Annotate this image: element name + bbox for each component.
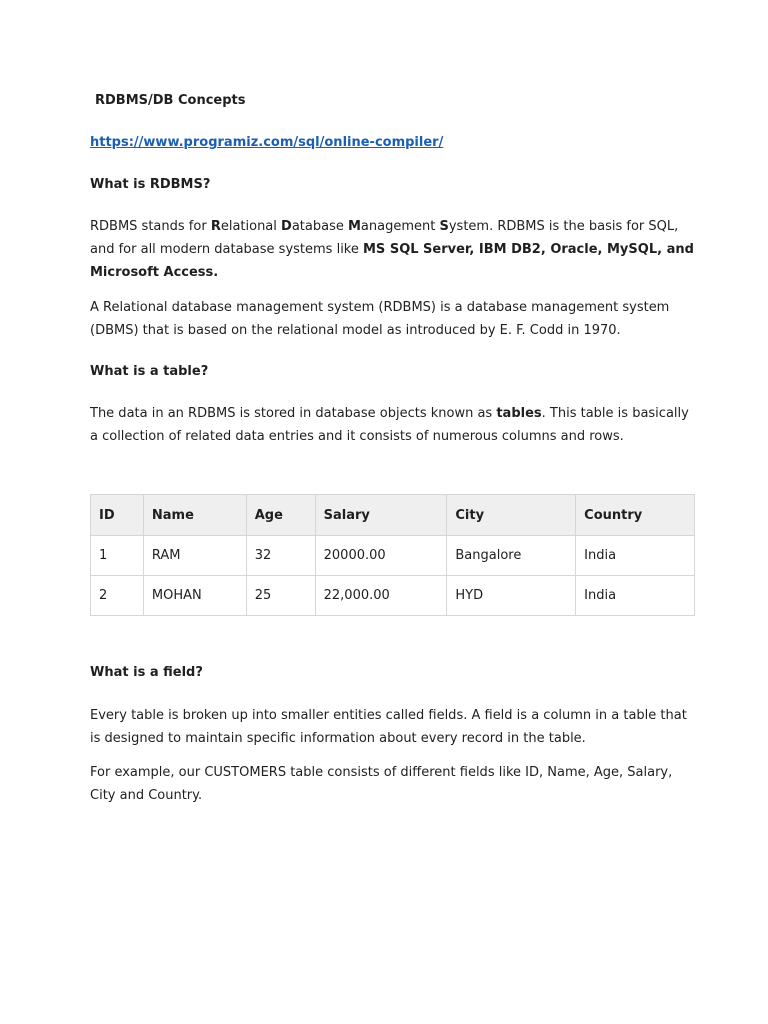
table-row xyxy=(91,576,695,616)
column-header-name: Name xyxy=(143,495,246,536)
field-p1-line2: is designed to maintain specific information about every record in the table. xyxy=(90,731,586,746)
field-p2-line1: For example, our CUSTOMERS table consists of different fields like ID, Name, Age, Salary, xyxy=(90,765,673,780)
rdbms-paragraph-1 xyxy=(90,215,694,284)
rdbms-p1-line2 xyxy=(90,238,694,261)
table-cell: HYD xyxy=(447,576,576,616)
table-cell: Bangalore xyxy=(447,536,576,576)
text-run: atabase xyxy=(291,219,348,234)
table-p-line1 xyxy=(90,402,689,425)
document-title: RDBMS/DB Concepts xyxy=(95,93,246,108)
rdbms-paragraph-2 xyxy=(90,296,669,342)
table-cell: 25 xyxy=(246,576,315,616)
compiler-link-line xyxy=(90,135,443,150)
bold-letter-s: S xyxy=(439,219,449,234)
table-cell: 32 xyxy=(246,536,315,576)
column-header-salary: Salary xyxy=(315,495,447,536)
column-header-id: ID xyxy=(91,495,144,536)
rdbms-heading: What is RDBMS? xyxy=(90,177,211,192)
bold-letter-m: M xyxy=(347,219,361,234)
table-cell: RAM xyxy=(143,536,246,576)
bold-letter-r: R xyxy=(210,219,221,234)
rdbms-p2-line2: (DBMS) that is based on the relational model as introduced by E. F. Codd in 1970. xyxy=(90,323,621,338)
customers-table xyxy=(90,494,695,616)
bold-db-list-end: Microsoft Access. xyxy=(90,265,219,280)
table-cell: India xyxy=(576,576,695,616)
text-run: and for all modern database systems like xyxy=(90,242,363,257)
table-cell: India xyxy=(576,536,695,576)
field-heading: What is a field? xyxy=(90,665,203,680)
column-header-city: City xyxy=(447,495,576,536)
table-cell: 2 xyxy=(91,576,144,616)
table-p-line2: a collection of related data entries and it consists of numerous columns and rows. xyxy=(90,429,624,444)
table-cell: 22,000.00 xyxy=(315,576,447,616)
table-paragraph xyxy=(90,402,689,448)
compiler-link[interactable]: https://www.programiz.com/sql/online-compiler/ xyxy=(90,135,444,150)
text-run: ystem. RDBMS is the basis for SQL, xyxy=(448,219,679,234)
table-row xyxy=(91,536,695,576)
bold-letter-d: D xyxy=(281,219,292,234)
field-paragraph-1 xyxy=(90,704,687,750)
rdbms-p1-line1 xyxy=(90,215,694,238)
table-cell: 1 xyxy=(91,536,144,576)
text-run: RDBMS stands for xyxy=(90,219,211,234)
text-run: . This table is basically xyxy=(541,406,689,421)
text-run: anagement xyxy=(360,219,440,234)
rdbms-p1-line3 xyxy=(90,261,694,284)
field-p2-line2: City and Country. xyxy=(90,788,203,803)
bold-tables: tables xyxy=(496,406,542,421)
field-paragraph-2 xyxy=(90,761,672,807)
table-cell: 20000.00 xyxy=(315,536,447,576)
field-p1-line1: Every table is broken up into smaller entities called fields. A field is a column in a table that xyxy=(90,708,687,723)
rdbms-p2-line1: A Relational database management system (RDBMS) is a database management system xyxy=(90,300,670,315)
table-heading: What is a table? xyxy=(90,364,209,379)
column-header-country: Country xyxy=(576,495,695,536)
text-run: The data in an RDBMS is stored in database objects known as xyxy=(90,406,497,421)
table-cell: MOHAN xyxy=(143,576,246,616)
bold-db-list: MS SQL Server, IBM DB2, Oracle, MySQL, and xyxy=(363,242,694,257)
text-run: elational xyxy=(220,219,282,234)
table-header-row xyxy=(91,495,695,536)
column-header-age: Age xyxy=(246,495,315,536)
